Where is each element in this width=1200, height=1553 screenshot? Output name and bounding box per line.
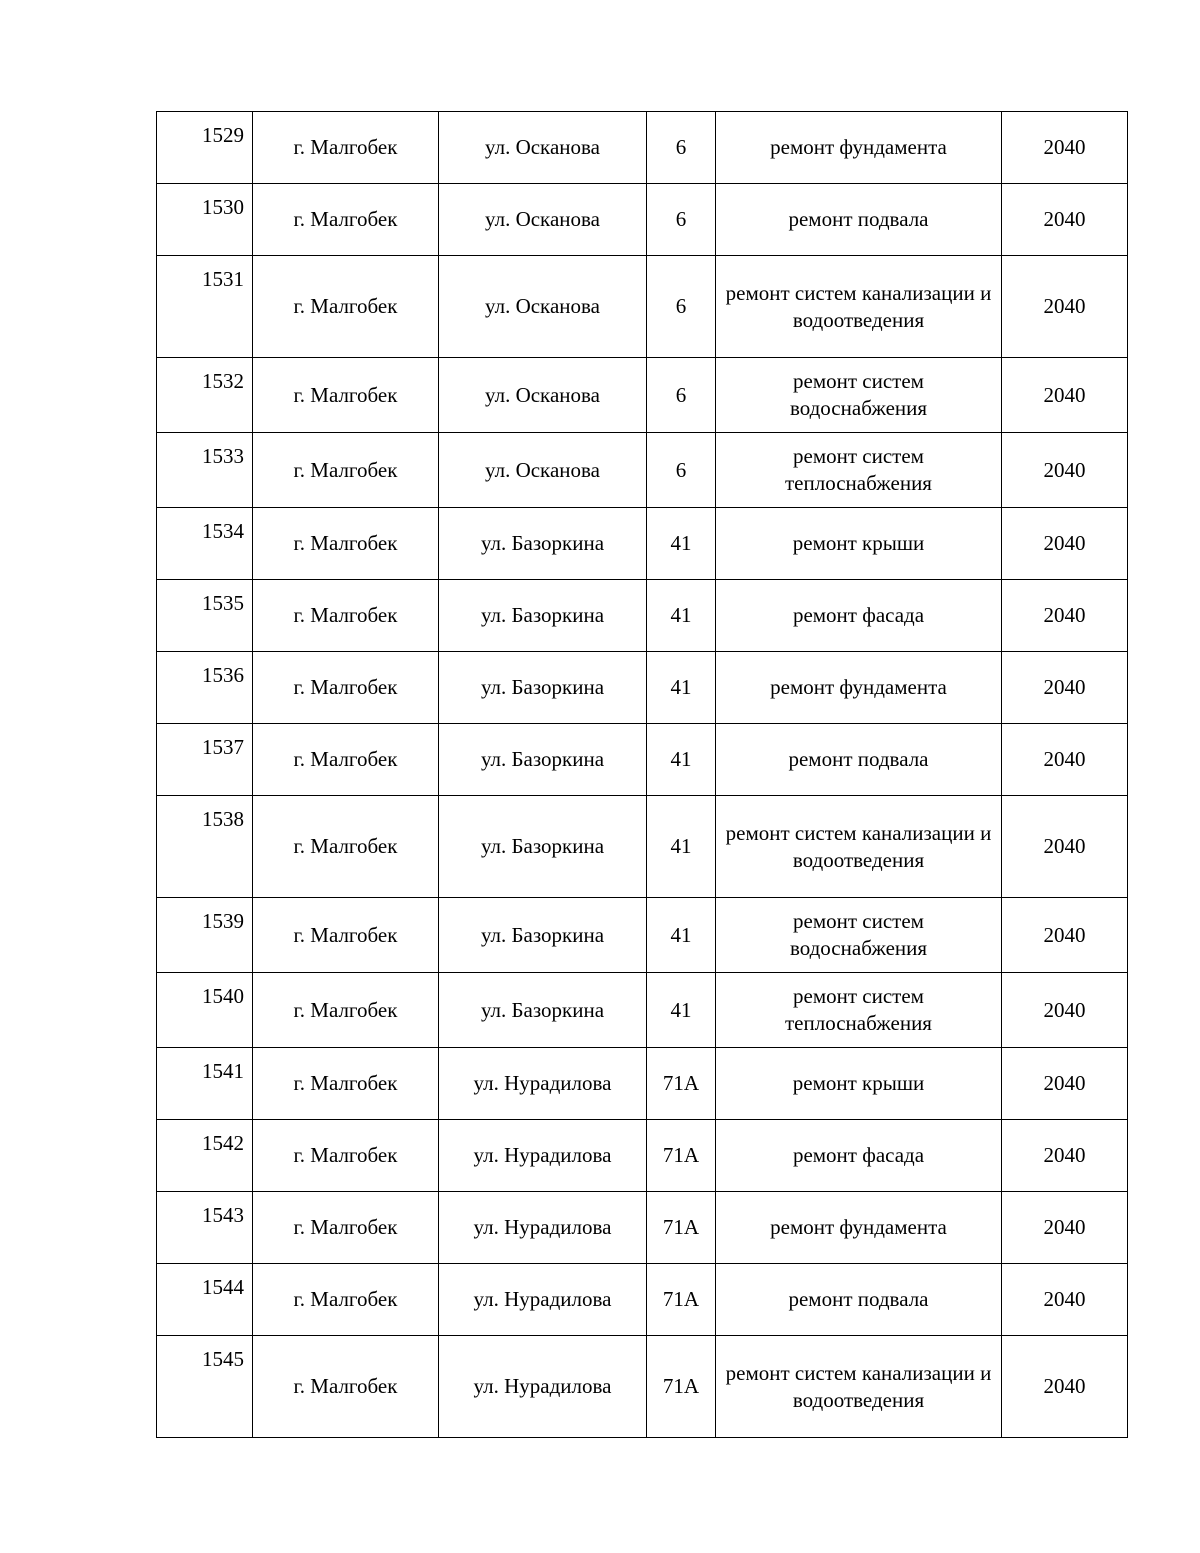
street-cell: ул. Базоркина [439,724,647,796]
house-cell: 6 [647,184,716,256]
house-cell: 41 [647,580,716,652]
street-cell: ул. Нурадилова [439,1264,647,1336]
repair-schedule-table [156,111,1128,1438]
row-number: 1538 [157,796,253,898]
street-cell: ул. Нурадилова [439,1192,647,1264]
row-number: 1535 [157,580,253,652]
street-cell: ул. Базоркина [439,973,647,1048]
street-cell: ул. Осканова [439,184,647,256]
work-type-cell: ремонт фасада [716,580,1002,652]
row-number: 1533 [157,433,253,508]
row-number: 1543 [157,1192,253,1264]
house-cell: 41 [647,724,716,796]
city-cell: г. Малгобек [253,652,439,724]
city-cell: г. Малгобек [253,112,439,184]
table-row [157,1120,1128,1192]
house-cell: 6 [647,256,716,358]
street-cell: ул. Осканова [439,256,647,358]
work-type-cell: ремонт систем канализации и водоотведения [716,796,1002,898]
table-row [157,652,1128,724]
year-cell: 2040 [1002,973,1128,1048]
year-cell: 2040 [1002,184,1128,256]
row-number: 1534 [157,508,253,580]
table-row [157,724,1128,796]
row-number: 1542 [157,1120,253,1192]
house-cell: 71А [647,1192,716,1264]
street-cell: ул. Нурадилова [439,1336,647,1438]
city-cell: г. Малгобек [253,973,439,1048]
row-number: 1530 [157,184,253,256]
house-cell: 41 [647,796,716,898]
work-type-cell: ремонт систем водоснабжения [716,358,1002,433]
work-type-cell: ремонт систем теплоснабжения [716,973,1002,1048]
table-row [157,580,1128,652]
year-cell: 2040 [1002,433,1128,508]
year-cell: 2040 [1002,796,1128,898]
year-cell: 2040 [1002,1264,1128,1336]
city-cell: г. Малгобек [253,508,439,580]
row-number: 1539 [157,898,253,973]
table-row [157,1192,1128,1264]
year-cell: 2040 [1002,358,1128,433]
street-cell: ул. Нурадилова [439,1120,647,1192]
city-cell: г. Малгобек [253,724,439,796]
house-cell: 6 [647,358,716,433]
work-type-cell: ремонт подвала [716,184,1002,256]
work-type-cell: ремонт фундамента [716,112,1002,184]
street-cell: ул. Нурадилова [439,1048,647,1120]
year-cell: 2040 [1002,652,1128,724]
house-cell: 41 [647,898,716,973]
row-number: 1536 [157,652,253,724]
table-row [157,112,1128,184]
year-cell: 2040 [1002,112,1128,184]
work-type-cell: ремонт систем канализации и водоотведения [716,1336,1002,1438]
street-cell: ул. Базоркина [439,580,647,652]
year-cell: 2040 [1002,508,1128,580]
street-cell: ул. Осканова [439,358,647,433]
street-cell: ул. Базоркина [439,796,647,898]
house-cell: 41 [647,973,716,1048]
row-number: 1541 [157,1048,253,1120]
table-row [157,796,1128,898]
table-row [157,973,1128,1048]
year-cell: 2040 [1002,580,1128,652]
row-number: 1531 [157,256,253,358]
street-cell: ул. Осканова [439,112,647,184]
work-type-cell: ремонт подвала [716,724,1002,796]
house-cell: 6 [647,433,716,508]
year-cell: 2040 [1002,1192,1128,1264]
house-cell: 71А [647,1120,716,1192]
work-type-cell: ремонт систем водоснабжения [716,898,1002,973]
work-type-cell: ремонт фасада [716,1120,1002,1192]
city-cell: г. Малгобек [253,1192,439,1264]
city-cell: г. Малгобек [253,1120,439,1192]
row-number: 1532 [157,358,253,433]
work-type-cell: ремонт фундамента [716,652,1002,724]
house-cell: 71А [647,1048,716,1120]
work-type-cell: ремонт фундамента [716,1192,1002,1264]
row-number: 1540 [157,973,253,1048]
city-cell: г. Малгобек [253,580,439,652]
table-row [157,184,1128,256]
year-cell: 2040 [1002,724,1128,796]
city-cell: г. Малгобек [253,433,439,508]
street-cell: ул. Базоркина [439,508,647,580]
city-cell: г. Малгобек [253,898,439,973]
city-cell: г. Малгобек [253,358,439,433]
street-cell: ул. Осканова [439,433,647,508]
table-row [157,508,1128,580]
house-cell: 71А [647,1336,716,1438]
year-cell: 2040 [1002,1120,1128,1192]
street-cell: ул. Базоркина [439,652,647,724]
city-cell: г. Малгобек [253,184,439,256]
year-cell: 2040 [1002,256,1128,358]
work-type-cell: ремонт подвала [716,1264,1002,1336]
city-cell: г. Малгобек [253,1264,439,1336]
table-row [157,1048,1128,1120]
table-row [157,1336,1128,1438]
city-cell: г. Малгобек [253,1336,439,1438]
table-row [157,358,1128,433]
work-type-cell: ремонт крыши [716,508,1002,580]
table-row [157,1264,1128,1336]
work-type-cell: ремонт крыши [716,1048,1002,1120]
year-cell: 2040 [1002,1336,1128,1438]
table-row [157,256,1128,358]
row-number: 1545 [157,1336,253,1438]
row-number: 1529 [157,112,253,184]
city-cell: г. Малгобек [253,796,439,898]
city-cell: г. Малгобек [253,1048,439,1120]
year-cell: 2040 [1002,898,1128,973]
street-cell: ул. Базоркина [439,898,647,973]
table-row [157,898,1128,973]
table-row [157,433,1128,508]
house-cell: 71А [647,1264,716,1336]
house-cell: 6 [647,112,716,184]
city-cell: г. Малгобек [253,256,439,358]
work-type-cell: ремонт систем канализации и водоотведения [716,256,1002,358]
house-cell: 41 [647,652,716,724]
house-cell: 41 [647,508,716,580]
row-number: 1537 [157,724,253,796]
work-type-cell: ремонт систем теплоснабжения [716,433,1002,508]
row-number: 1544 [157,1264,253,1336]
year-cell: 2040 [1002,1048,1128,1120]
